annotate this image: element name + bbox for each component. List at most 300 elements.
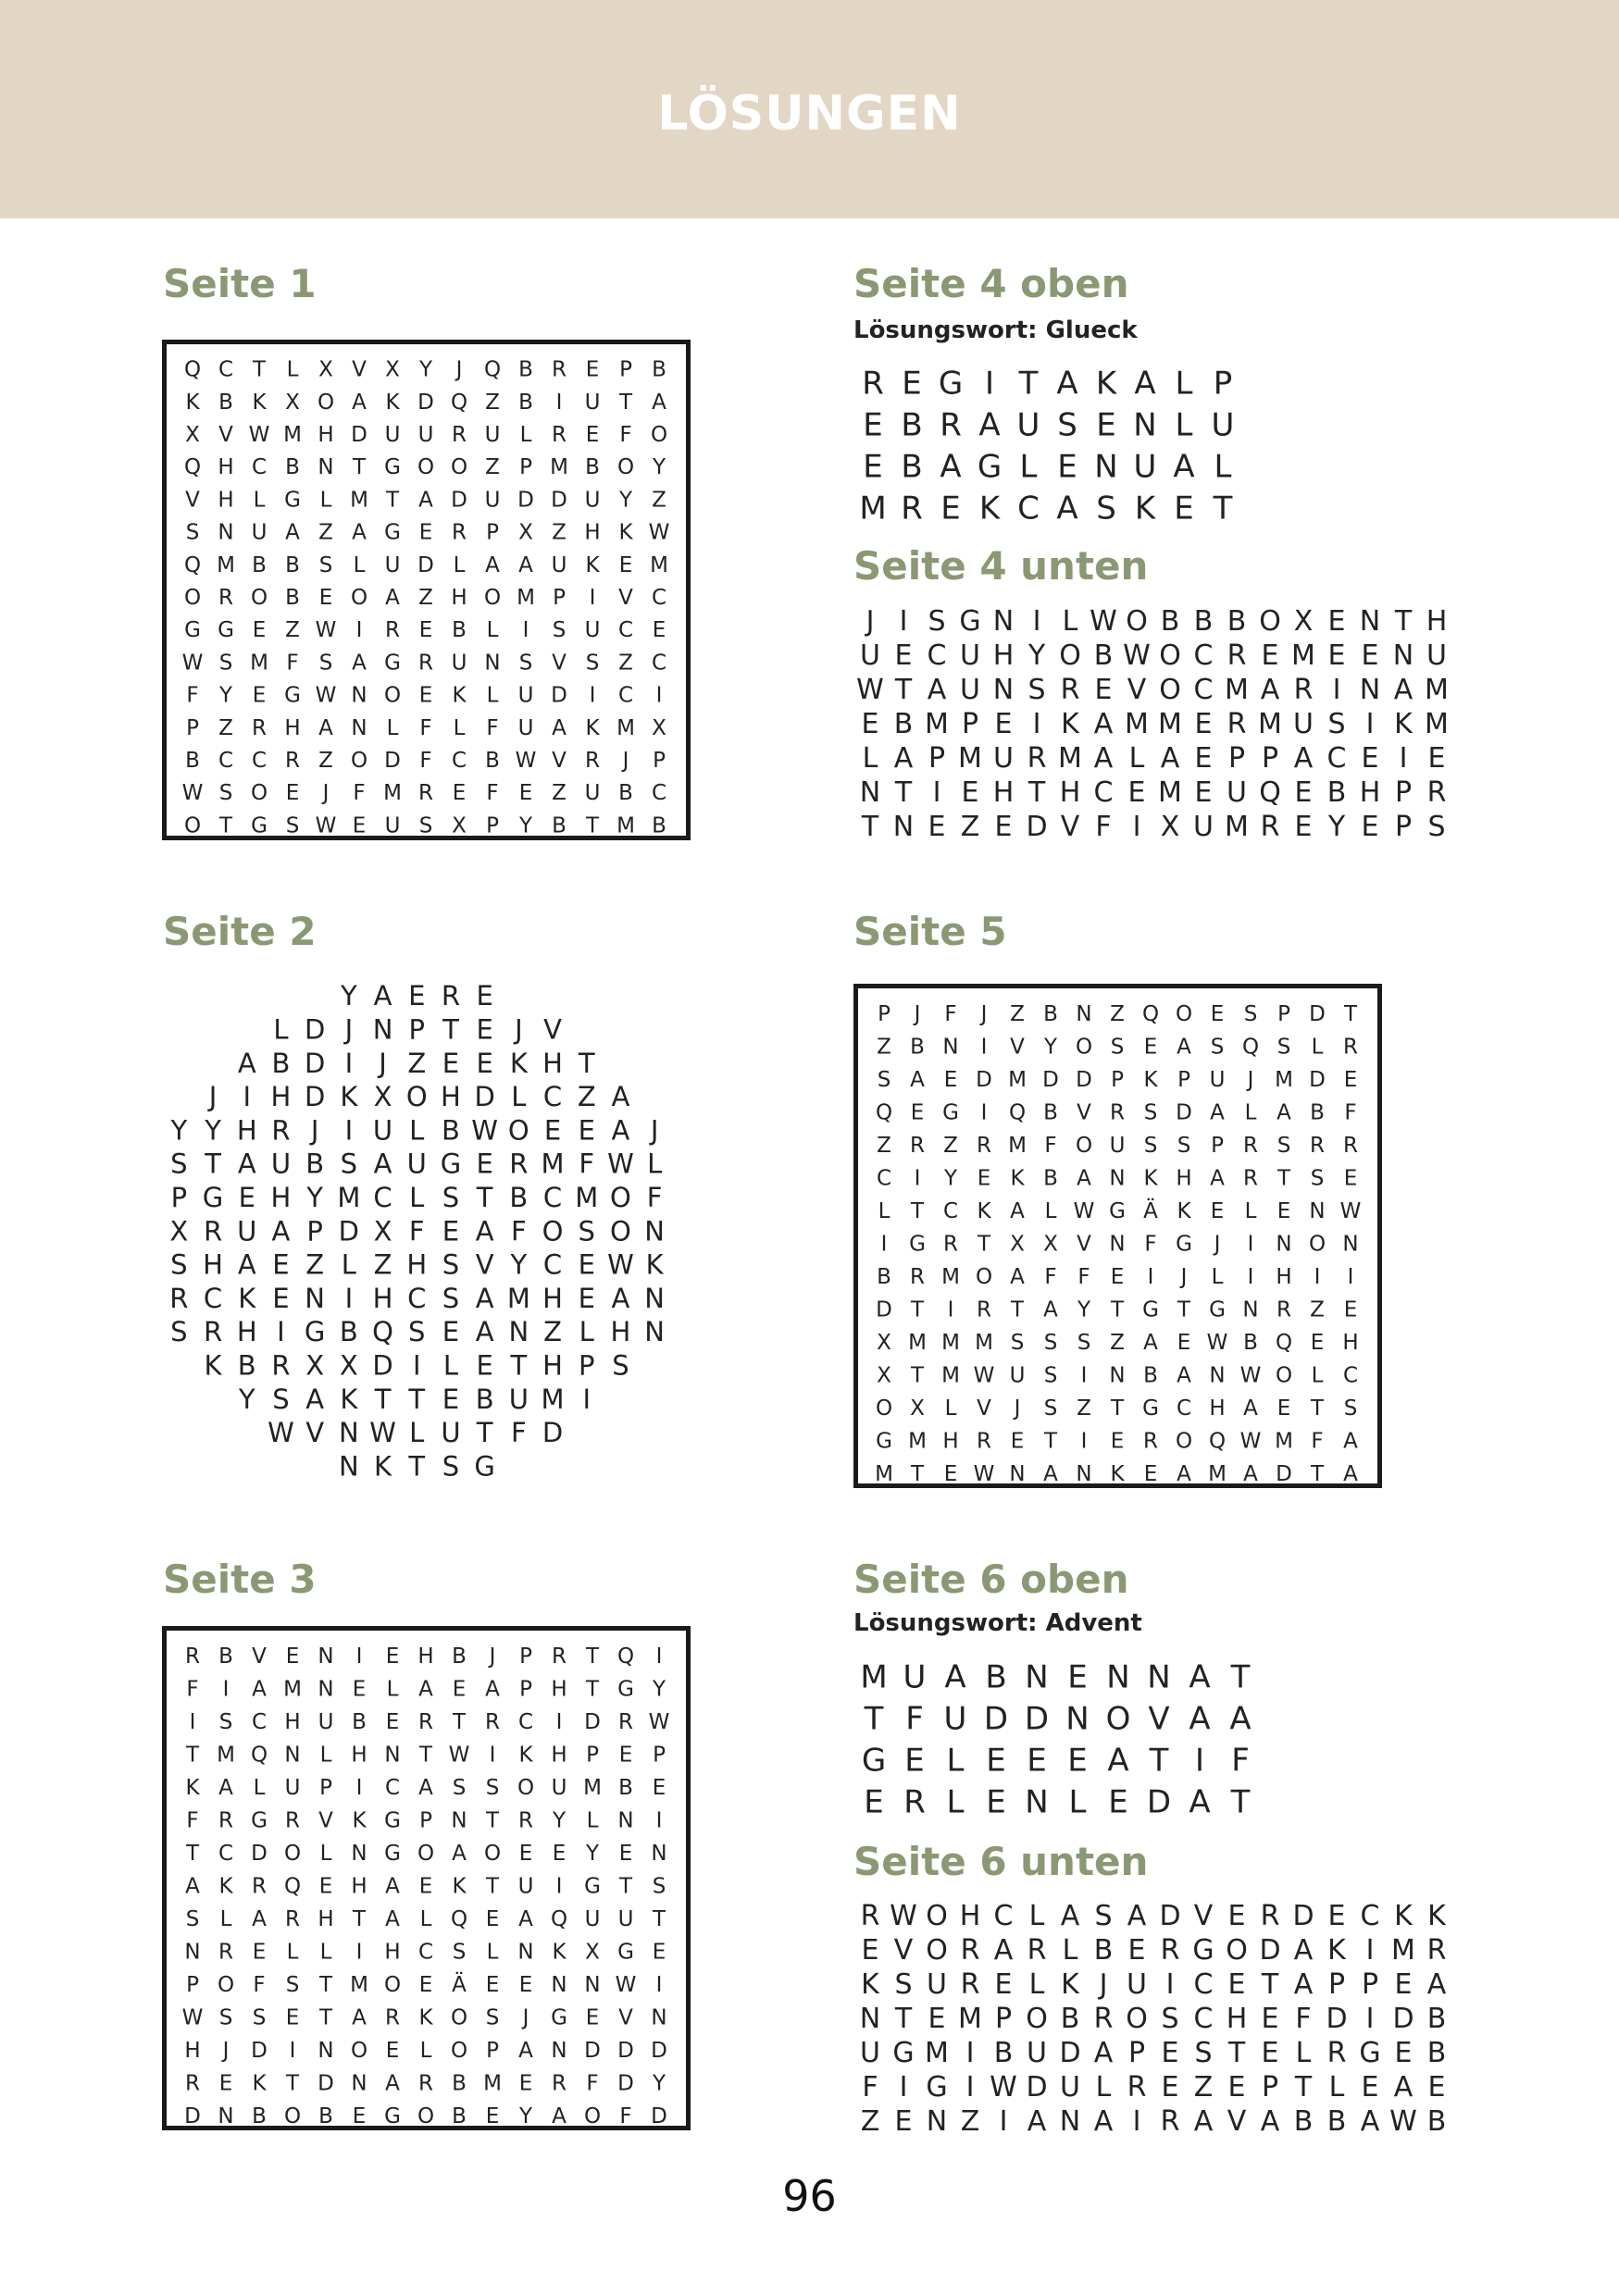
grid-letter: M (1275, 1067, 1293, 1092)
grid-letter: N (644, 1215, 666, 1247)
grid-letter: T (1010, 1297, 1025, 1322)
letter-grid (853, 1657, 1261, 1823)
grid-letter: R (1426, 776, 1447, 809)
grid-letter: T (374, 1383, 392, 1415)
grid-letter: B (1143, 1363, 1158, 1388)
grid-letter: R (185, 1644, 200, 1669)
grid-letter: L (1244, 1198, 1257, 1223)
grid-letter: B (452, 1644, 467, 1669)
grid-letter: Y (652, 455, 666, 480)
grid-letter: A (611, 1081, 630, 1113)
grid-letter: M (1008, 1067, 1027, 1092)
grid-letter: W (181, 2005, 204, 2030)
grid-letter: E (552, 1841, 567, 1866)
grid-letter: B (339, 1316, 358, 1348)
grid-letter: T (1043, 1429, 1058, 1454)
grid-letter: A (185, 1874, 200, 1899)
grid-letter: E (928, 2003, 946, 2035)
grid-letter: D (1024, 1700, 1050, 1738)
grid-letter: T (205, 1148, 221, 1180)
grid-letter: W (1239, 1363, 1262, 1388)
grid-letter: I (489, 1743, 496, 1768)
grid-letter: L (878, 1198, 890, 1223)
grid-letter: R (618, 1709, 633, 1734)
grid-letter: T (652, 1906, 666, 1931)
grid-letter: A (1056, 365, 1078, 403)
grid-letter: C (373, 1181, 392, 1213)
grid-letter: B (1043, 1001, 1058, 1026)
grid-letter: K (509, 1047, 528, 1079)
grid-letter: S (485, 1775, 500, 1800)
grid-letter: O (1226, 1934, 1248, 1967)
grid-letter: U (318, 1709, 334, 1734)
grid-letter: R (285, 1808, 300, 1833)
grid-letter: A (652, 390, 666, 415)
grid-letter: I (1194, 1742, 1205, 1780)
grid-letter: A (1077, 1166, 1091, 1191)
grid-letter: N (484, 651, 501, 676)
grid-letter: N (1076, 1001, 1092, 1026)
grid-letter: P (1327, 1968, 1346, 2001)
grid-letter: B (1426, 2003, 1447, 2035)
grid-letter: R (1227, 639, 1247, 672)
grid-letter: U (1209, 1067, 1226, 1092)
grid-letter: G (1176, 1232, 1192, 1257)
grid-letter: I (555, 1874, 563, 1899)
grid-letter: I (984, 365, 995, 403)
grid-letter: U (1027, 2037, 1047, 2069)
grid-letter: E (1361, 811, 1379, 843)
grid-letter: J (1214, 1232, 1221, 1257)
grid-letter: E (910, 1100, 925, 1125)
grid-letter: C (617, 683, 634, 708)
grid-letter: H (992, 639, 1015, 672)
grid-letter: A (993, 1934, 1014, 1967)
grid-letter: E (442, 1215, 460, 1247)
grid-letter: H (942, 1429, 959, 1454)
grid-letter: T (910, 1198, 925, 1223)
grid-letter: A (1056, 490, 1078, 527)
grid-letter: L (409, 1417, 425, 1449)
grid-letter: A (1093, 2105, 1114, 2138)
grid-letter: G (861, 1742, 887, 1780)
grid-letter: B (518, 357, 533, 382)
grid-letter: D (517, 488, 534, 513)
grid-letter: T (476, 1181, 493, 1213)
heading-seite-6-oben: Seite 6 oben (853, 1557, 1129, 1602)
grid-letter: E (352, 813, 367, 838)
grid-letter: E (861, 1934, 879, 1967)
grid-letter: E (864, 1783, 884, 1821)
grid-letter: B (1093, 1934, 1114, 1967)
grid-letter: M (941, 1363, 960, 1388)
grid-letter: E (1277, 1198, 1291, 1223)
grid-letter: W (973, 1363, 995, 1388)
grid-letter: M (250, 651, 268, 676)
grid-letter: S (218, 781, 233, 806)
grid-letter: M (517, 586, 535, 610)
grid-letter: T (894, 2003, 913, 2035)
grid-letter: T (1310, 1461, 1325, 1486)
grid-letter: W (315, 618, 337, 643)
grid-letter: T (185, 1743, 200, 1768)
grid-letter: D (1146, 1783, 1172, 1821)
grid-letter: F (944, 1001, 957, 1026)
grid-letter: E (1310, 1330, 1325, 1355)
grid-letter: E (452, 781, 467, 806)
grid-letter: U (1127, 1968, 1147, 2001)
grid-letter: A (385, 586, 400, 610)
grid-letter: J (1099, 1968, 1108, 2001)
grid-letter: C (451, 749, 467, 773)
grid-letter: E (986, 1783, 1006, 1821)
grid-letter: M (1008, 1133, 1027, 1158)
grid-letter: N (1059, 2105, 1081, 2138)
grid-letter: O (1275, 1363, 1293, 1388)
grid-letter: M (875, 1461, 893, 1486)
grid-letter: D (318, 2071, 334, 2096)
grid-letter: C (1176, 1396, 1192, 1421)
grid-letter: I (999, 2105, 1008, 2138)
grid-letter: N (1009, 1461, 1026, 1486)
grid-letter: N (1309, 1198, 1326, 1223)
grid-letter: I (589, 683, 596, 708)
grid-letter: V (1010, 1035, 1025, 1060)
grid-letter: U (1109, 1133, 1126, 1158)
grid-letter: M (958, 2003, 982, 2035)
grid-letter: M (1058, 742, 1082, 775)
grid-letter: H (1276, 1264, 1292, 1289)
grid-letter: A (1027, 2105, 1047, 2138)
grid-letter: S (1343, 1396, 1358, 1421)
grid-letter: T (185, 1841, 200, 1866)
grid-letter: B (1043, 1100, 1058, 1125)
grid-letter: C (542, 1248, 563, 1281)
grid-letter: F (286, 651, 299, 676)
grid-letter: O (483, 586, 502, 610)
grid-letter: W (181, 651, 204, 676)
grid-letter: S (442, 1248, 460, 1281)
grid-letter: J (515, 1013, 523, 1046)
grid-letter: R (977, 1133, 991, 1158)
grid-letter: I (1132, 2105, 1141, 2138)
grid-letter: Z (373, 1248, 392, 1281)
grid-letter: L (946, 1783, 965, 1821)
grid-letter: F (186, 1808, 199, 1833)
grid-letter: D (1392, 2003, 1414, 2035)
grid-letter: B (1326, 776, 1347, 809)
grid-letter: S (218, 651, 233, 676)
grid-letter: K (585, 715, 600, 740)
grid-letter: E (1194, 776, 1213, 809)
grid-letter: W (856, 674, 884, 706)
grid-letter: V (185, 488, 200, 513)
grid-letter: F (419, 749, 432, 773)
grid-letter: H (1359, 776, 1381, 809)
grid-letter: H (1226, 2003, 1248, 2035)
grid-letter: U (484, 488, 501, 513)
grid-letter: G (959, 605, 981, 638)
grid-letter: Ä (452, 1972, 467, 1997)
grid-letter: M (975, 1330, 993, 1355)
grid-letter: A (352, 2005, 367, 2030)
page-header-banner (0, 0, 1619, 218)
grid-letter: Z (1110, 1330, 1125, 1355)
grid-letter: R (1326, 2037, 1347, 2069)
grid-letter: Z (877, 1035, 891, 1060)
grid-letter: Q (183, 357, 202, 382)
grid-letter: I (344, 1114, 354, 1147)
grid-letter: A (1193, 2105, 1214, 2138)
grid-letter: P (928, 742, 946, 775)
grid-letter: G (1109, 1198, 1126, 1223)
letter-grid (167, 344, 685, 851)
grid-letter: H (372, 1282, 393, 1314)
grid-letter: R (910, 1133, 925, 1158)
grid-letter: I (655, 1644, 663, 1669)
grid-letter: N (351, 683, 367, 708)
grid-letter: O (517, 1775, 535, 1800)
grid-letter: C (1193, 2003, 1214, 2035)
grid-letter: F (511, 1417, 527, 1449)
grid-letter: Z (943, 1133, 958, 1158)
grid-letter: F (186, 683, 199, 708)
grid-letter: M (616, 715, 635, 740)
grid-letter: F (1044, 1264, 1057, 1289)
grid-letter: E (272, 1282, 290, 1314)
grid-letter: N (372, 1013, 393, 1046)
grid-letter: T (510, 1349, 528, 1382)
grid-letter: V (252, 1644, 267, 1669)
grid-letter: D (1042, 1067, 1059, 1092)
grid-letter: A (318, 715, 333, 740)
grid-letter: K (1095, 365, 1117, 403)
grid-letter: L (862, 742, 878, 775)
grid-letter: T (352, 455, 367, 480)
grid-letter: N (992, 674, 1015, 706)
grid-letter: P (653, 749, 666, 773)
grid-letter: I (1147, 1264, 1154, 1289)
grid-letter: E (585, 423, 600, 447)
grid-letter: K (1394, 708, 1413, 740)
grid-letter: A (1393, 674, 1414, 706)
grid-letter: T (1110, 1396, 1125, 1421)
grid-letter: I (344, 1047, 354, 1079)
grid-letter: D (251, 1841, 268, 1866)
grid-letter: U (1060, 2071, 1080, 2104)
grid-letter: H (218, 488, 234, 513)
grid-letter: G (1192, 1934, 1214, 1967)
grid-letter: B (901, 448, 923, 486)
grid-letter: A (1043, 1297, 1058, 1322)
grid-letter: Z (552, 781, 567, 806)
grid-letter: V (475, 1248, 494, 1281)
grid-letter: A (518, 1906, 533, 1931)
grid-letter: E (1174, 490, 1194, 527)
grid-letter: O (1259, 605, 1281, 638)
grid-letter: L (442, 1349, 459, 1382)
grid-letter: S (1010, 1330, 1025, 1355)
grid-letter: M (1425, 674, 1449, 706)
grid-letter: F (1077, 1264, 1090, 1289)
grid-letter: E (1361, 742, 1379, 775)
grid-letter: E (1343, 1166, 1358, 1191)
letter-grid (853, 604, 1453, 844)
grid-letter: N (305, 1282, 326, 1314)
grid-letter: U (517, 1874, 534, 1899)
grid-letter: E (940, 490, 961, 527)
grid-letter: F (353, 781, 366, 806)
grid-letter: I (555, 390, 563, 415)
grid-letter: K (1143, 1067, 1158, 1092)
grid-letter: N (351, 2071, 367, 2096)
grid-letter: C (251, 749, 268, 773)
grid-letter: N (584, 1972, 601, 1997)
grid-letter: S (285, 1972, 300, 1997)
grid-letter: K (861, 1968, 879, 2001)
grid-letter: E (476, 1148, 493, 1180)
grid-letter: Y (238, 1383, 255, 1415)
grid-letter: A (237, 1248, 256, 1281)
puzzle-grid-seite-6-oben (853, 1657, 1270, 1823)
grid-letter: U (251, 520, 268, 545)
grid-letter: G (304, 1316, 326, 1348)
grid-letter: L (519, 423, 532, 447)
grid-letter: B (218, 1644, 233, 1669)
grid-letter: G (909, 1232, 926, 1257)
grid-letter: H (384, 1940, 401, 1965)
grid-letter: X (169, 1215, 189, 1247)
grid-letter: S (170, 1248, 188, 1281)
grid-letter: S (252, 2005, 267, 2030)
grid-letter: J (622, 749, 629, 773)
grid-letter: U (551, 1775, 567, 1800)
grid-letter: U (1426, 639, 1447, 672)
page-title: LÖSUNGEN (657, 86, 962, 142)
grid-letter: S (1043, 1396, 1058, 1421)
grid-letter: K (252, 2071, 267, 2096)
grid-letter: W (990, 2071, 1017, 2104)
grid-letter: E (618, 1841, 633, 1866)
grid-letter: L (1128, 742, 1145, 775)
grid-letter: N (1094, 448, 1118, 486)
solution-word-seite-6: Lösungswort: Advent (853, 1609, 1142, 1637)
grid-letter: L (486, 618, 499, 643)
grid-letter: E (1110, 1264, 1125, 1289)
grid-letter: Q (616, 1644, 635, 1669)
grid-letter: Y (510, 1248, 528, 1281)
grid-letter: E (385, 1644, 400, 1669)
grid-letter: C (1326, 742, 1347, 775)
grid-letter: A (373, 1148, 392, 1180)
grid-letter: F (1311, 1429, 1324, 1454)
grid-letter: O (250, 781, 268, 806)
grid-letter: Z (1110, 1001, 1125, 1026)
grid-letter: L (1175, 365, 1193, 403)
grid-letter: R (960, 1934, 980, 1967)
grid-letter: I (277, 1316, 285, 1348)
grid-letter: M (1391, 1934, 1415, 1967)
grid-letter: T (1177, 1297, 1191, 1322)
grid-letter: F (1095, 811, 1112, 843)
grid-letter: T (385, 488, 400, 513)
grid-letter: D (551, 488, 567, 513)
grid-letter: X (1293, 605, 1314, 638)
grid-letter: A (978, 406, 1001, 444)
grid-letter: U (384, 813, 401, 838)
grid-letter: A (1134, 365, 1156, 403)
grid-letter: F (905, 1700, 924, 1738)
grid-letter: R (485, 1709, 500, 1734)
grid-letter: N (551, 2038, 567, 2063)
grid-letter: X (318, 357, 333, 382)
grid-letter: Y (585, 1841, 600, 1866)
grid-letter: M (506, 1282, 530, 1314)
grid-letter: P (1227, 742, 1246, 775)
grid-letter: N (184, 1940, 201, 1965)
grid-letter: B (518, 390, 533, 415)
grid-letter: R (1243, 1133, 1258, 1158)
grid-letter: R (1243, 1166, 1258, 1191)
grid-letter: P (1127, 2037, 1146, 2069)
grid-letter: S (1277, 1035, 1291, 1060)
grid-letter: I (899, 605, 908, 638)
grid-letter: A (1093, 708, 1114, 740)
grid-letter: L (1068, 1783, 1087, 1821)
grid-letter: H (451, 586, 467, 610)
puzzle-grid-seite-2 (162, 979, 691, 1483)
grid-letter: B (1160, 605, 1180, 638)
grid-letter: G (938, 365, 964, 403)
grid-letter: G (942, 1100, 959, 1125)
grid-letter: M (1258, 708, 1282, 740)
grid-letter: G (384, 1808, 401, 1833)
grid-letter: O (183, 813, 202, 838)
grid-letter: N (651, 1841, 667, 1866)
grid-letter: P (408, 1013, 425, 1046)
grid-letter: O (417, 455, 435, 480)
grid-letter: B (1060, 2003, 1080, 2035)
grid-letter: E (1327, 1900, 1346, 1932)
grid-letter: S (318, 651, 333, 676)
grid-letter: P (553, 586, 566, 610)
grid-letter: O (616, 455, 635, 480)
grid-letter: L (946, 1742, 965, 1780)
grid-letter: O (183, 586, 202, 610)
grid-letter: P (878, 1001, 890, 1026)
grid-letter: R (1310, 1133, 1325, 1158)
grid-letter: B (1293, 2105, 1314, 2138)
grid-letter: D (1292, 1900, 1314, 1932)
grid-letter: U (284, 1775, 301, 1800)
grid-letter: O (317, 390, 335, 415)
grid-letter: A (1189, 1658, 1211, 1696)
grid-letter: K (185, 390, 200, 415)
grid-letter: A (518, 552, 533, 577)
grid-letter: D (1059, 2037, 1081, 2069)
grid-letter: T (318, 1972, 333, 1997)
grid-letter: A (944, 1658, 966, 1696)
grid-letter: D (451, 488, 467, 513)
grid-letter: W (615, 1972, 637, 1997)
grid-letter: H (959, 1900, 981, 1932)
grid-letter: B (1227, 605, 1247, 638)
grid-letter: D (1159, 1900, 1181, 1932)
grid-letter: A (1243, 1461, 1258, 1486)
grid-letter: G (284, 683, 301, 708)
grid-letter: G (1209, 1297, 1226, 1322)
grid-letter: M (550, 455, 568, 480)
